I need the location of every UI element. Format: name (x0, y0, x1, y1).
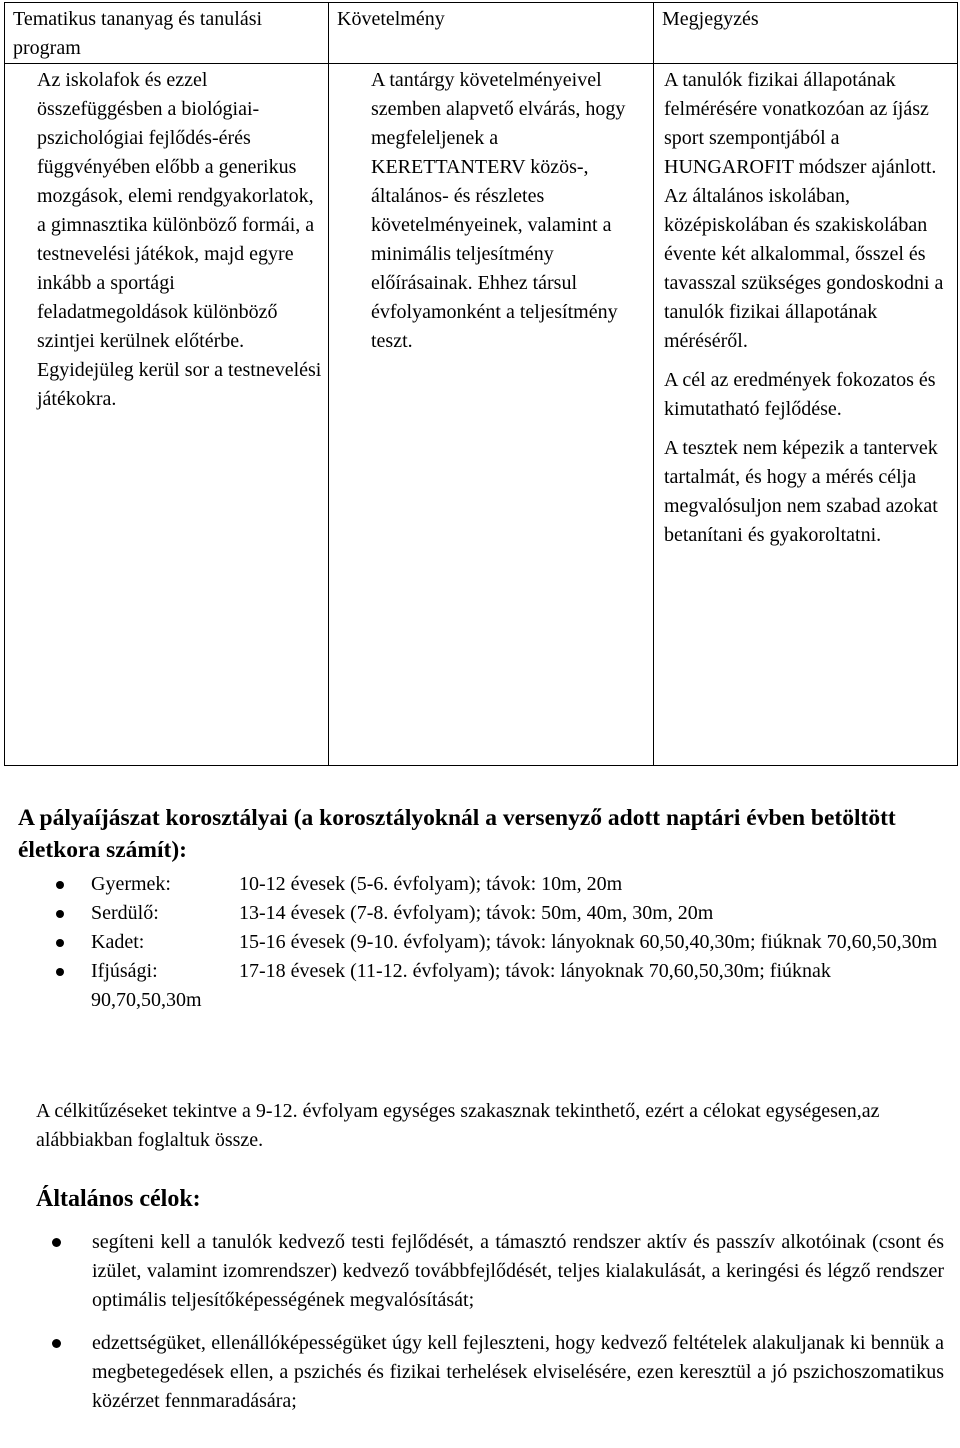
bullet-icon (56, 881, 64, 889)
list-item (0, 1329, 960, 1416)
topic-text: Az iskolafok és ezzel összefüggésben a biológiai-pszichológiai fejlődés-érés függvényében előbb a generikus mozgások, elemi rendgyakorlatok, a gimnasztika különböző formái, a testnevelési játékok, majd egyre inkább a sportági feladatmegoldások különböző szintjei kerülnek előtérbe. Egyidejüleg kerül sor a testnevelési játékokra. (37, 69, 322, 410)
header-note: Megjegyzés (654, 3, 958, 64)
table-header-row (5, 3, 958, 64)
general-goals-title: Általános célok: (36, 1186, 201, 1212)
list-item (0, 870, 960, 899)
age-details: 15-16 évesek (9-10. évfolyam); távok: lányoknak 60,50,40,30m; fiúknak 70,60,50,30m (239, 931, 938, 953)
list-item (0, 1228, 960, 1315)
list-item (0, 899, 960, 928)
goal-text: segíteni kell a tanulók kedvező testi fejlődését, a támasztó rendszer aktív és passzív alkotóinak (csont és izület, valamint izomrendszer) kedvező továbbfejlődését, teljes kialakulását, a keringési és légző rendszer optimális teljesítőképességének megvalósítását; (92, 1231, 944, 1311)
bullet-icon (56, 910, 64, 918)
goal-text: edzettségüket, ellenállóképességüket úgy kell fejleszteni, hogy kedvező feltételek alakuljanak ki bennük a megbetegedések ellen, a pszichés és fizikai terhelések elviselésére, ezen keresztül a jó pszichoszomatikus közérzet fennmaradására; (92, 1332, 944, 1412)
note-paragraph: A tanulók fizikai állapotának felmérésére vonatkozóan az íjász sport szempontjából a HUNGAROFIT módszer ajánlott. (664, 69, 937, 178)
bullet-icon (56, 939, 64, 947)
header-requirement: Követelmény (329, 3, 654, 64)
bullet-icon (56, 968, 64, 976)
note-paragraph: Az általános iskolában, középiskolában és szakiskolában évente két alkalommal, ősszel és tavasszal szükséges gondoskodni a tanulók fizikai állapotának méréséről. (664, 185, 944, 352)
goals-paragraph: A célkitűzéseket tekintve a 9-12. évfolyam egységes szakasznak tekinthető, ezért a célokat egységesen,az alábbiakban foglaltuk össze. (36, 1100, 880, 1151)
age-details: 13-14 évesek (7-8. évfolyam); távok: 50m, 40m, 30m, 20m (239, 902, 714, 924)
list-item (0, 928, 960, 957)
bullet-icon (52, 1238, 61, 1247)
age-groups-heading: A pályaíjászat korosztályai (a korosztályoknál a versenyző adott naptári évben betöltött életkora számít): (18, 805, 896, 863)
age-details: 10-12 évesek (5-6. évfolyam); távok: 10m, 20m (239, 873, 623, 895)
age-category: Ifjúsági: (91, 960, 158, 982)
cell-note (654, 64, 958, 766)
cell-requirement (329, 64, 654, 766)
note-paragraph: A tesztek nem képezik a tantervek tartalmát, és hogy a mérés célja megvalósuljon nem szabad azokat betanítani és gyakoroltatni. (664, 437, 938, 546)
age-category: Serdülő: (91, 902, 159, 924)
note-paragraph: A cél az eredmények fokozatos és kimutatható fejlődése. (664, 369, 936, 420)
age-category: Kadet: (91, 931, 145, 953)
general-goals-list (0, 1228, 960, 1416)
header-topic: Tematikus tananyag és tanulási program (5, 3, 329, 64)
age-category: Gyermek: (91, 873, 171, 895)
age-details: 17-18 évesek (11-12. évfolyam); távok: lányoknak 70,60,50,30m; fiúknak 90,70,50,30m (91, 960, 831, 1011)
requirements-table (4, 2, 958, 766)
bullet-icon (52, 1339, 61, 1348)
table-row (5, 64, 958, 766)
list-item (0, 957, 960, 1015)
cell-topic (5, 64, 329, 766)
requirement-text: A tantárgy követelményeivel szemben alapvető elvárás, hogy megfeleljenek a KERETTANTERV közös-, általános- és részletes követelményeinek, valamint a minimális teljesítmény előírásainak. Ehhez társul évfolyamonként a teljesítmény teszt. (371, 69, 626, 352)
age-groups-list (0, 870, 960, 1015)
